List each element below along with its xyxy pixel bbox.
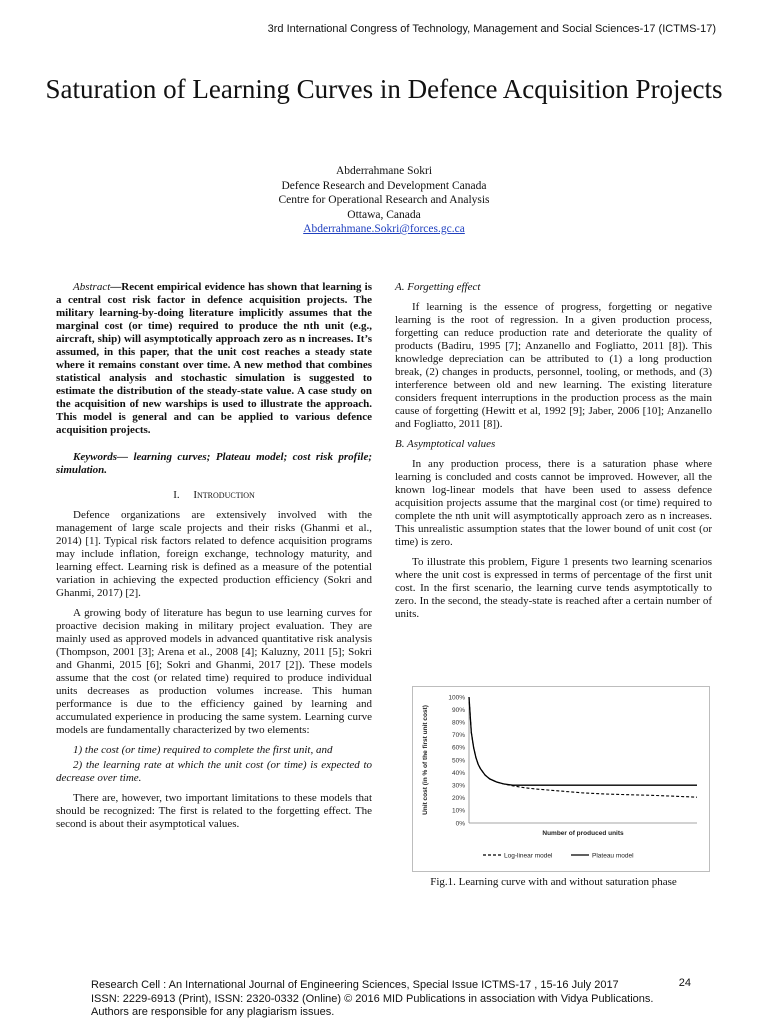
intro-paragraph-3: There are, however, two important limitations to these models that should be recognized: The first is related to the forgetting effect. The second is about their asymptotical values.: [56, 792, 372, 830]
y-tick-label: 20%: [451, 795, 465, 803]
figure-1-chart: [412, 686, 710, 872]
section-number: I.: [173, 489, 180, 501]
legend-label-1: Log-linear model: [504, 852, 553, 860]
right-column: [395, 281, 712, 628]
author-affiliation-2: Centre for Operational Research and Analysis: [278, 194, 490, 206]
asymptotical-paragraph-1: In any production process, there is a saturation phase where learning is concluded and costs cannot be improved. However, all the known log-linear models that have been used to assess defence acquisition projects assume that the marginal cost (or time) required to complete the nth unit will asymptotically approach zero as n increases. This unrealistic assumption states that the lower bound of unit cost (or time) is zero.: [395, 458, 712, 548]
author-block: [0, 164, 768, 237]
author-email-link[interactable]: Abderrahmane.Sokri@forces.gc.ca: [303, 223, 465, 235]
paper-title: Saturation of Learning Curves in Defence Acquisition Projects: [45, 74, 723, 104]
y-tick-label: 50%: [451, 757, 465, 765]
author-affiliation-1: Defence Research and Development Canada: [281, 179, 487, 192]
list-item-1: 1) the cost (or time) required to complete the first unit, and: [73, 744, 333, 756]
legend-label-2: Plateau model: [592, 852, 634, 860]
y-tick-label: 30%: [451, 782, 465, 790]
page-number: 24: [678, 977, 691, 989]
section-title: Introduction: [193, 489, 255, 501]
y-tick-label: 0%: [455, 820, 465, 828]
learning-curve-chart: [413, 687, 709, 871]
y-axis-label: Unit cost (in % of the first unit cost): [422, 705, 429, 815]
author-location: Ottawa, Canada: [347, 208, 421, 221]
y-tick-label: 60%: [451, 744, 465, 752]
y-tick-label: 100%: [448, 694, 465, 702]
subsection-heading-forgetting: A. Forgetting effect: [395, 281, 481, 293]
y-tick-label: 80%: [451, 719, 465, 727]
conference-header: 3rd International Congress of Technology, Management and Social Sciences-17 (ICTMS-17): [267, 23, 716, 35]
figure-caption: Fig.1. Learning curve with and without saturation phase: [430, 876, 677, 888]
y-tick-label: 90%: [451, 706, 465, 714]
footer-issn: ISSN: 2229-6913 (Print), ISSN: 2320-0332 (Online) © 2016 MID Publications in association with Vidya Publications.: [91, 992, 654, 1005]
log-linear-series-line: [469, 697, 697, 797]
forgetting-paragraph: If learning is the essence of progress, forgetting or negative learning is the root of regression. In a given production process, forgetting can reduce production rate and deteriorate the quality of products (Badiru, 1995 [7]; Anzanello and Fogliatto, 2011 [8]). This knowledge depreciation can be attributed to (1) a long production break, (2) changes in products, personnel, tooling, or methods, and (3) interference between old and new learning. The existing literature considers frequent interruptions in the production process as the main cause of forgetting (Hewitt et al, 1992 [9]; Jaber, 2006 [10]; Anzanello and Fogliatto, 2011 [8]).: [395, 301, 712, 430]
abstract-text: —Recent empirical evidence has shown that learning is a central cost risk factor in defence acquisition projects. The military learning-by-doing literature implicitly assumes that the marginal cost (or time) required to produce the nth unit (e.g., aircraft, ship) will asymptotically approach zero as n increases. It’s assumed, in this paper, that the unit cost reaches a steady state where it remains constant over time. A new method that combines statistical analysis and stochastic simulation is suggested to estimate the distribution of the steady-state value. A case study on the acquisition of new warships is used to illustrate the approach. This model is general and can be applied to various defence acquisition projects.: [56, 281, 372, 436]
abstract-label: Abstract: [73, 281, 111, 293]
section-heading-introduction: [56, 489, 372, 502]
author-name: Abderrahmane Sokri: [335, 165, 433, 177]
list-item-2: 2) the learning rate at which the unit cost (or time) is expected to decrease over time.: [56, 759, 372, 784]
y-tick-label: 40%: [451, 769, 465, 777]
x-axis-label: Number of produced units: [542, 830, 624, 837]
left-column: [56, 281, 372, 838]
y-tick-label: 10%: [451, 807, 465, 815]
intro-paragraph-1: Defence organizations are extensively involved with the management of large scale projects and their risks (Ghanmi et al., 2014) [1]. Typical risk factors related to defence acquisition programs may include inflation, foreign exchange, technology maturity, and learning effect. Learning risk is defined as a measure of the potential variation in achieving the expected production efficiency (Sokri and Ghanmi, 2017) [2].: [56, 509, 372, 599]
asymptotical-paragraph-2: To illustrate this problem, Figure 1 presents two learning scenarios where the unit cost is expressed in terms of percentage of the first unit cost. In the first scenario, the learning curve tends asymptotically to zero. In the second, the steady-state is reached after a certain number of units.: [395, 556, 712, 620]
page-footer: [91, 979, 691, 1020]
abstract: [56, 281, 372, 437]
intro-paragraph-2: A growing body of literature has begun to use learning curves for proactive decision making in military project evaluation. They are mainly used as approved models in advanced quantitative risk analysis (Thompson, 2001 [3]; Arena et al., 2008 [4]; Kaluzny, 2011 [5]; Sokri and Ghanmi, 2015 [6]; Sokri and Ghanmi, 2017 [2]). These models assume that the cost (or related time) required to produce individual units decreases as production volumes increase. This human performance is due to the efficiency gained by learning and accumulated experience in producing the same system. Learning curve models are fundamentally characterized by two elements:: [56, 607, 372, 736]
footer-disclaimer: Authors are responsible for any plagiarism issues.: [91, 1006, 335, 1018]
subsection-heading-asymptotical: B. Asymptotical values: [395, 438, 496, 450]
keywords: Keywords— learning curves; Plateau model; cost risk profile; simulation.: [56, 451, 372, 476]
y-tick-label: 70%: [451, 732, 465, 740]
footer-journal: Research Cell : An International Journal of Engineering Sciences, Special Issue ICTMS-17 , 15-16 July 2017: [91, 979, 619, 991]
plateau-series-line: [469, 697, 697, 785]
